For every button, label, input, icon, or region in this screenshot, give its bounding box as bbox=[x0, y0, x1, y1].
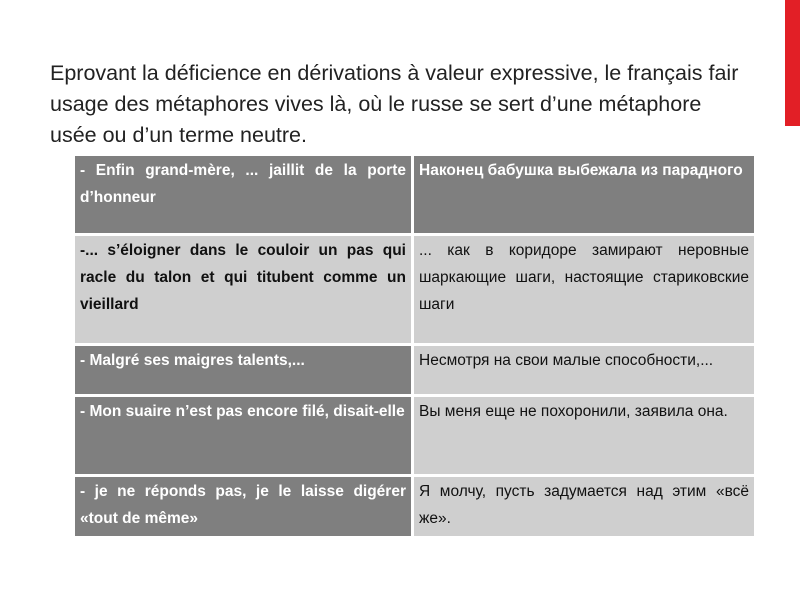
table-row bbox=[75, 156, 754, 233]
intro-paragraph: Eprovant la déficience en dérivations à valeur expressive, le français fair usage des métaphores vives là, où le russe se sert d’une métaphore usée ou d’un terme neutre. bbox=[50, 60, 739, 147]
french-cell: - Enfin grand-mère, ... jaillit de la porte d’honneur bbox=[75, 156, 411, 233]
table-row bbox=[75, 477, 754, 536]
russian-cell: Несмотря на свои малые способности,... bbox=[414, 346, 754, 394]
accent-bar bbox=[785, 0, 800, 126]
comparison-table bbox=[72, 153, 757, 539]
table-row bbox=[75, 236, 754, 343]
french-cell: - Mon suaire n’est pas encore filé, disait-elle bbox=[75, 397, 411, 474]
russian-cell: Я молчу, пусть задумается над этим «всё же». bbox=[414, 477, 754, 536]
russian-cell: ... как в коридоре замирают неровные шаркающие шаги, настоящие стариковские шаги bbox=[414, 236, 754, 343]
table-row bbox=[75, 397, 754, 474]
french-cell: - Malgré ses maigres talents,... bbox=[75, 346, 411, 394]
french-cell: - je ne réponds pas, je le laisse digérer «tout de même» bbox=[75, 477, 411, 536]
french-cell: -... s’éloigner dans le couloir un pas qui racle du talon et qui titubent comme un vieillard bbox=[75, 236, 411, 343]
russian-cell: Наконец бабушка выбежала из парадного bbox=[414, 156, 754, 233]
russian-cell: Вы меня еще не похоронили, заявила она. bbox=[414, 397, 754, 474]
table-row bbox=[75, 346, 754, 394]
